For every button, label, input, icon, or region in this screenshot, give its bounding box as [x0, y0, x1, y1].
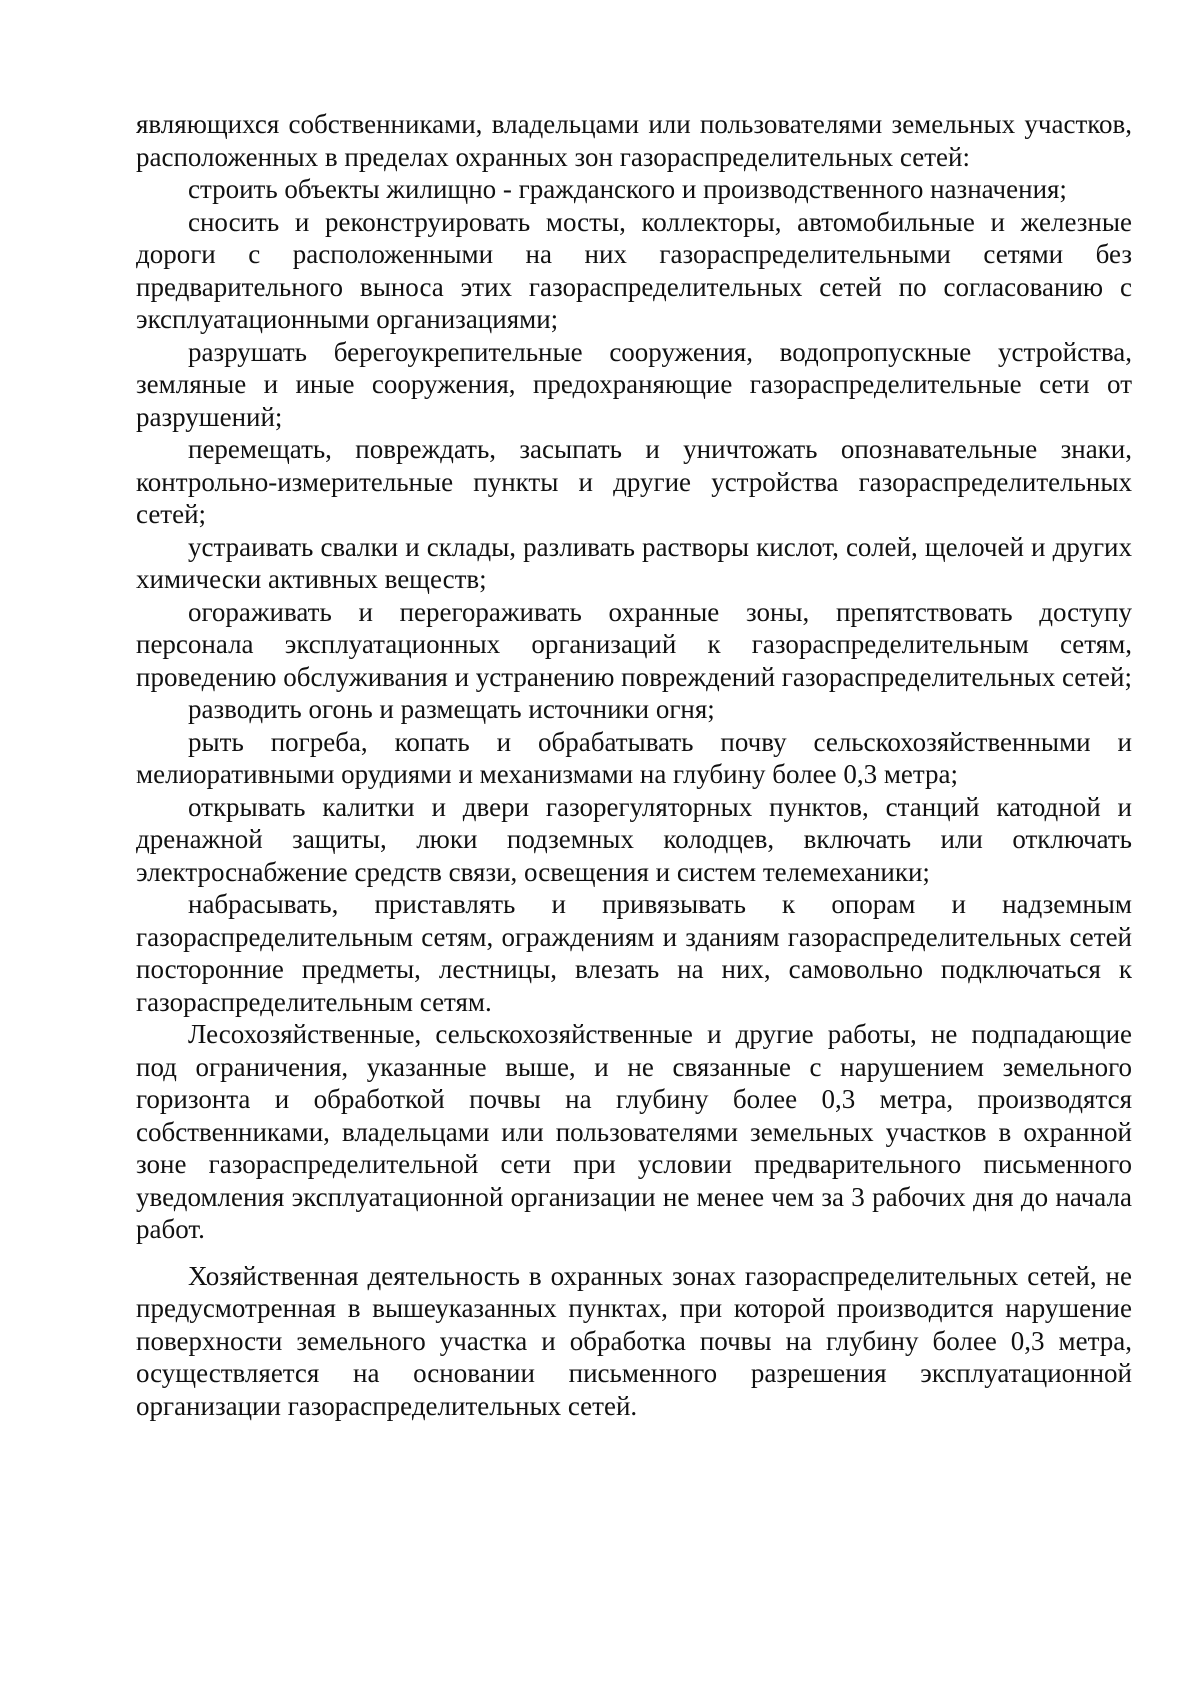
paragraph-item-demolish: сносить и реконструировать мосты, коллекторы, автомобильные и железные дороги с расположенными на них газораспределительными сетями без предварительного выноса этих газораспределительных сетей по согласованию с эксплуатационными организациями;: [136, 206, 1132, 334]
paragraph-item-build: строить объекты жилищно - гражданского и производственного назначения;: [188, 174, 1067, 204]
paragraph-item-dumps: устраивать свалки и склады, разливать растворы кислот, солей, щелочей и других химически активных веществ;: [136, 531, 1132, 594]
paragraph-item-dig: рыть погреба, копать и обрабатывать почву сельскохозяйственными и мелиоративными орудиями и механизмами на глубину более 0,3 метра;: [136, 726, 1132, 789]
paragraph-item-attach-objects: набрасывать, приставлять и привязывать к опорам и надземным газораспределительным сетям, ограждениям и зданиям газораспределительных сетей посторонние предметы, лестницы, влезать на них, самовольно подключаться к газораспределительным сетям.: [136, 889, 1132, 1017]
document-page: [136, 108, 1132, 1422]
paragraph-economic-activity: Хозяйственная деятельность в охранных зонах газораспределительных сетей, не предусмотренная в вышеуказанных пунктах, при которой производится нарушение поверхности земельного участка и обработка почвы на глубину более 0,3 метра, осуществляется на основании письменного разрешения эксплуатационной организации газораспределительных сетей.: [136, 1260, 1132, 1421]
paragraph-item-fence: огораживать и перегораживать охранные зоны, препятствовать доступу персонала эксплуатационных организаций к газораспределительным сетям, проведению обслуживания и устранению повреждений газораспределительных сетей;: [136, 596, 1132, 692]
paragraph-item-fire: разводить огонь и размещать источники огня;: [188, 694, 715, 724]
paragraph-forestry-works: Лесохозяйственные, сельскохозяйственные и другие работы, не подпадающие под ограничения, указанные выше, и не связанные с нарушением земельного горизонта и обработкой почвы на глубину более 0,3 метра, производятся собственниками, владельцами или пользователями земельных участков в охранной зоне газораспределительной сети при условии предварительного письменного уведомления эксплуатационной организации не менее чем за 3 рабочих дня до начала работ.: [136, 1019, 1132, 1244]
paragraph-item-open-doors: открывать калитки и двери газорегуляторных пунктов, станций катодной и дренажной защиты, люки подземных колодцев, включать или отключать электроснабжение средств связи, освещения и систем телемеханики;: [136, 791, 1132, 887]
paragraph-continuation: являющихся собственниками, владельцами или пользователями земельных участков, расположенных в пределах охранных зон газораспределительных сетей:: [136, 109, 1132, 172]
paragraph-item-destroy-structures: разрушать берегоукрепительные сооружения, водопропускные устройства, земляные и иные сооружения, предохраняющие газораспределительные сети от разрушений;: [136, 336, 1132, 432]
paragraph-item-move-signs: перемещать, повреждать, засыпать и уничтожать опознавательные знаки, контрольно-измерительные пункты и другие устройства газораспределительных сетей;: [136, 434, 1132, 529]
